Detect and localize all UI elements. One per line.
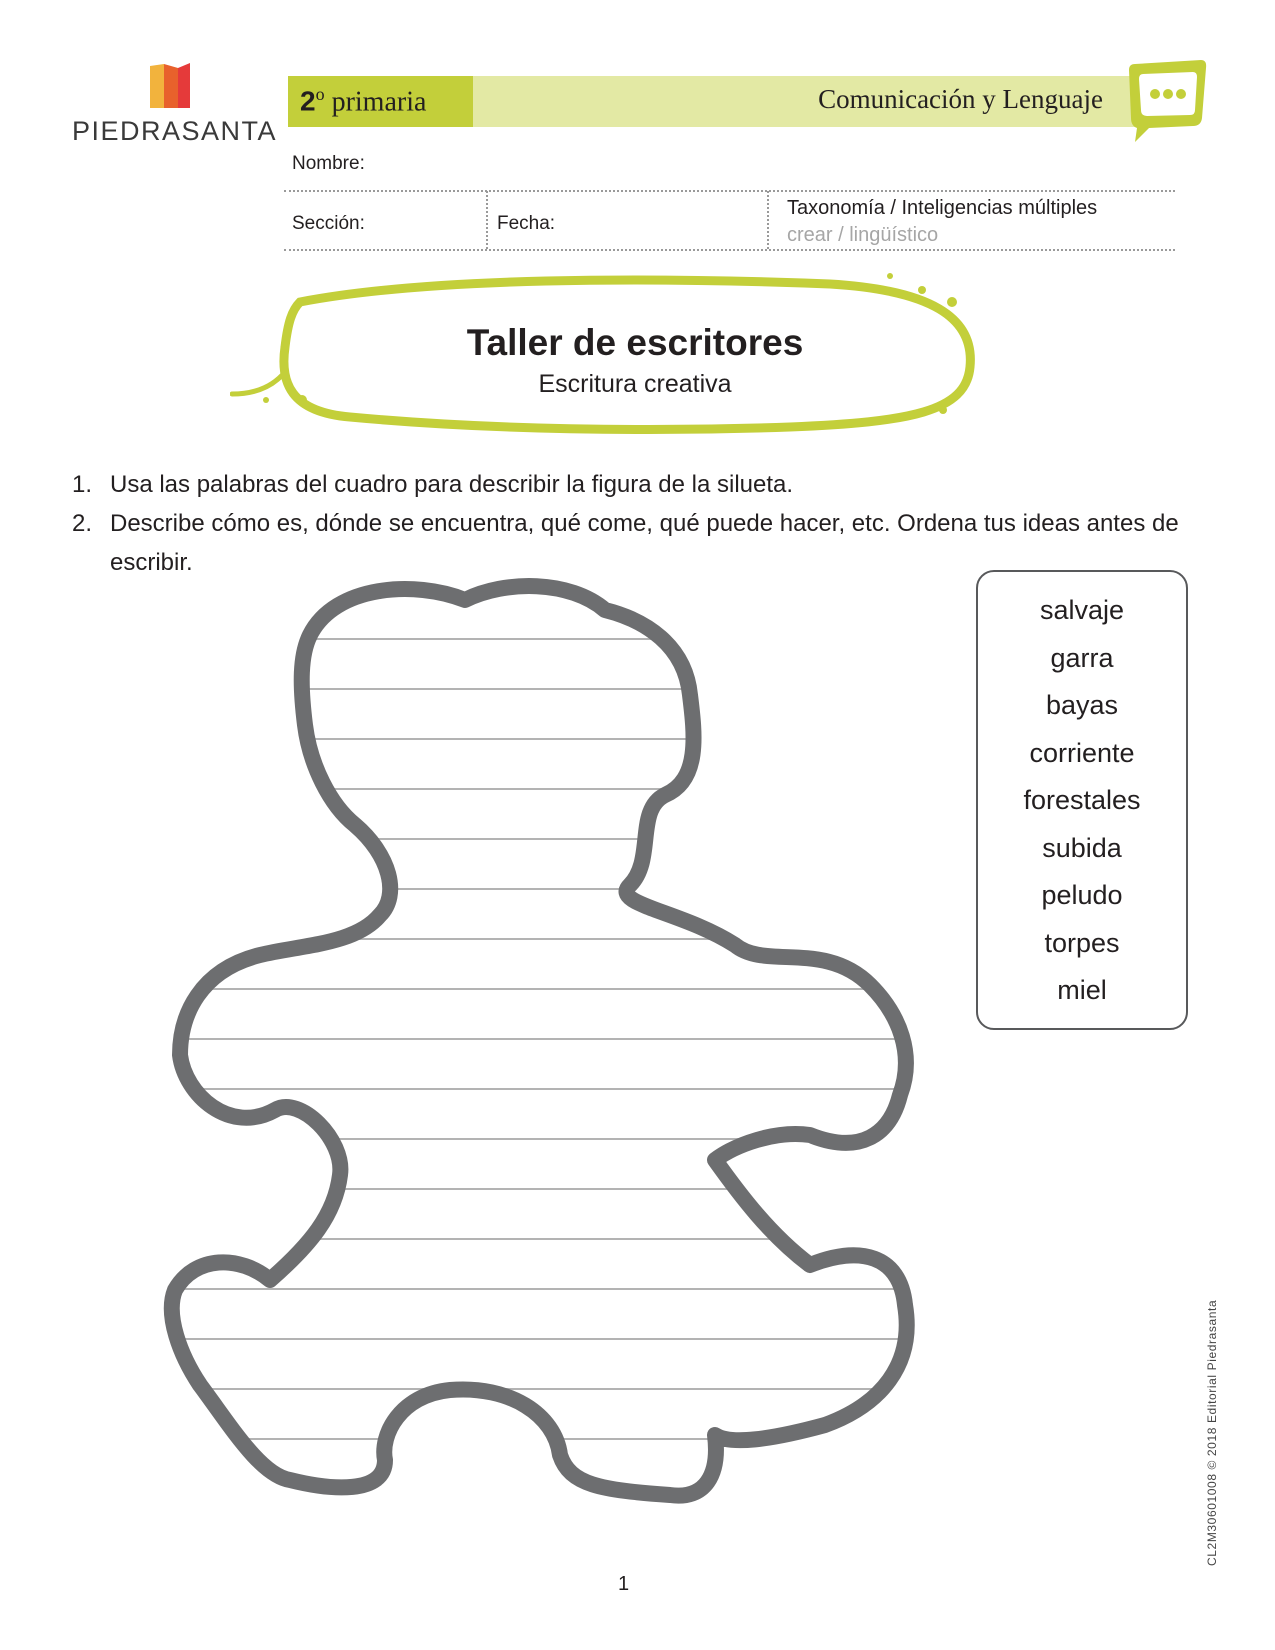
instruction-text: Describe cómo es, dónde se encuentra, qué come, qué puede hacer, etc. Ordena tus ideas antes de escribir. <box>110 510 1179 576</box>
word-item: salvaje <box>1039 595 1125 625</box>
word-item: miel <box>1057 975 1107 1005</box>
instruction-number: 1. <box>72 471 93 498</box>
grade-label <box>300 84 426 118</box>
word-item: garra <box>1050 642 1114 673</box>
instruction-number: 2. <box>72 510 93 537</box>
grade-ordinal: o <box>315 84 325 104</box>
date-label: Fecha: <box>497 213 556 234</box>
speech-bubble-icon <box>1127 60 1207 146</box>
bear-silhouette <box>160 575 1000 1575</box>
word-item: torpes <box>1044 927 1120 958</box>
divider <box>284 190 1175 192</box>
divider <box>284 249 1175 251</box>
taxonomy-value: crear / lingüístico <box>787 224 939 246</box>
page-number: 1 <box>618 1573 630 1595</box>
instruction-text: Usa las palabras del cuadro para describir la figura de la silueta. <box>110 471 794 498</box>
word-item: subida <box>1042 832 1122 863</box>
name-label: Nombre: <box>292 153 365 174</box>
divider <box>767 191 769 249</box>
word-item: forestales <box>1023 785 1141 815</box>
brand-name: PIEDRASANTA <box>72 116 278 146</box>
grade-text: primaria <box>331 86 427 118</box>
word-item: peludo <box>1041 880 1123 910</box>
activity-subtitle: Escritura creativa <box>538 370 732 398</box>
taxonomy-title: Taxonomía / Inteligencias múltiples <box>787 197 1098 219</box>
grade-number: 2 <box>300 85 316 117</box>
word-item: corriente <box>1029 737 1135 768</box>
word-list <box>978 587 1186 1015</box>
word-item: bayas <box>1045 690 1119 720</box>
activity-title: Taller de escritores <box>466 322 804 363</box>
instruction-item <box>72 465 1182 504</box>
copyright-text: CL2M30601008 © 2018 Editorial Piedrasanta <box>1205 1299 1219 1566</box>
piedrasanta-logo-icon <box>148 62 200 112</box>
divider <box>486 191 488 249</box>
subject-title: Comunicación y Lenguaje <box>818 84 1103 114</box>
section-label: Sección: <box>292 213 365 234</box>
